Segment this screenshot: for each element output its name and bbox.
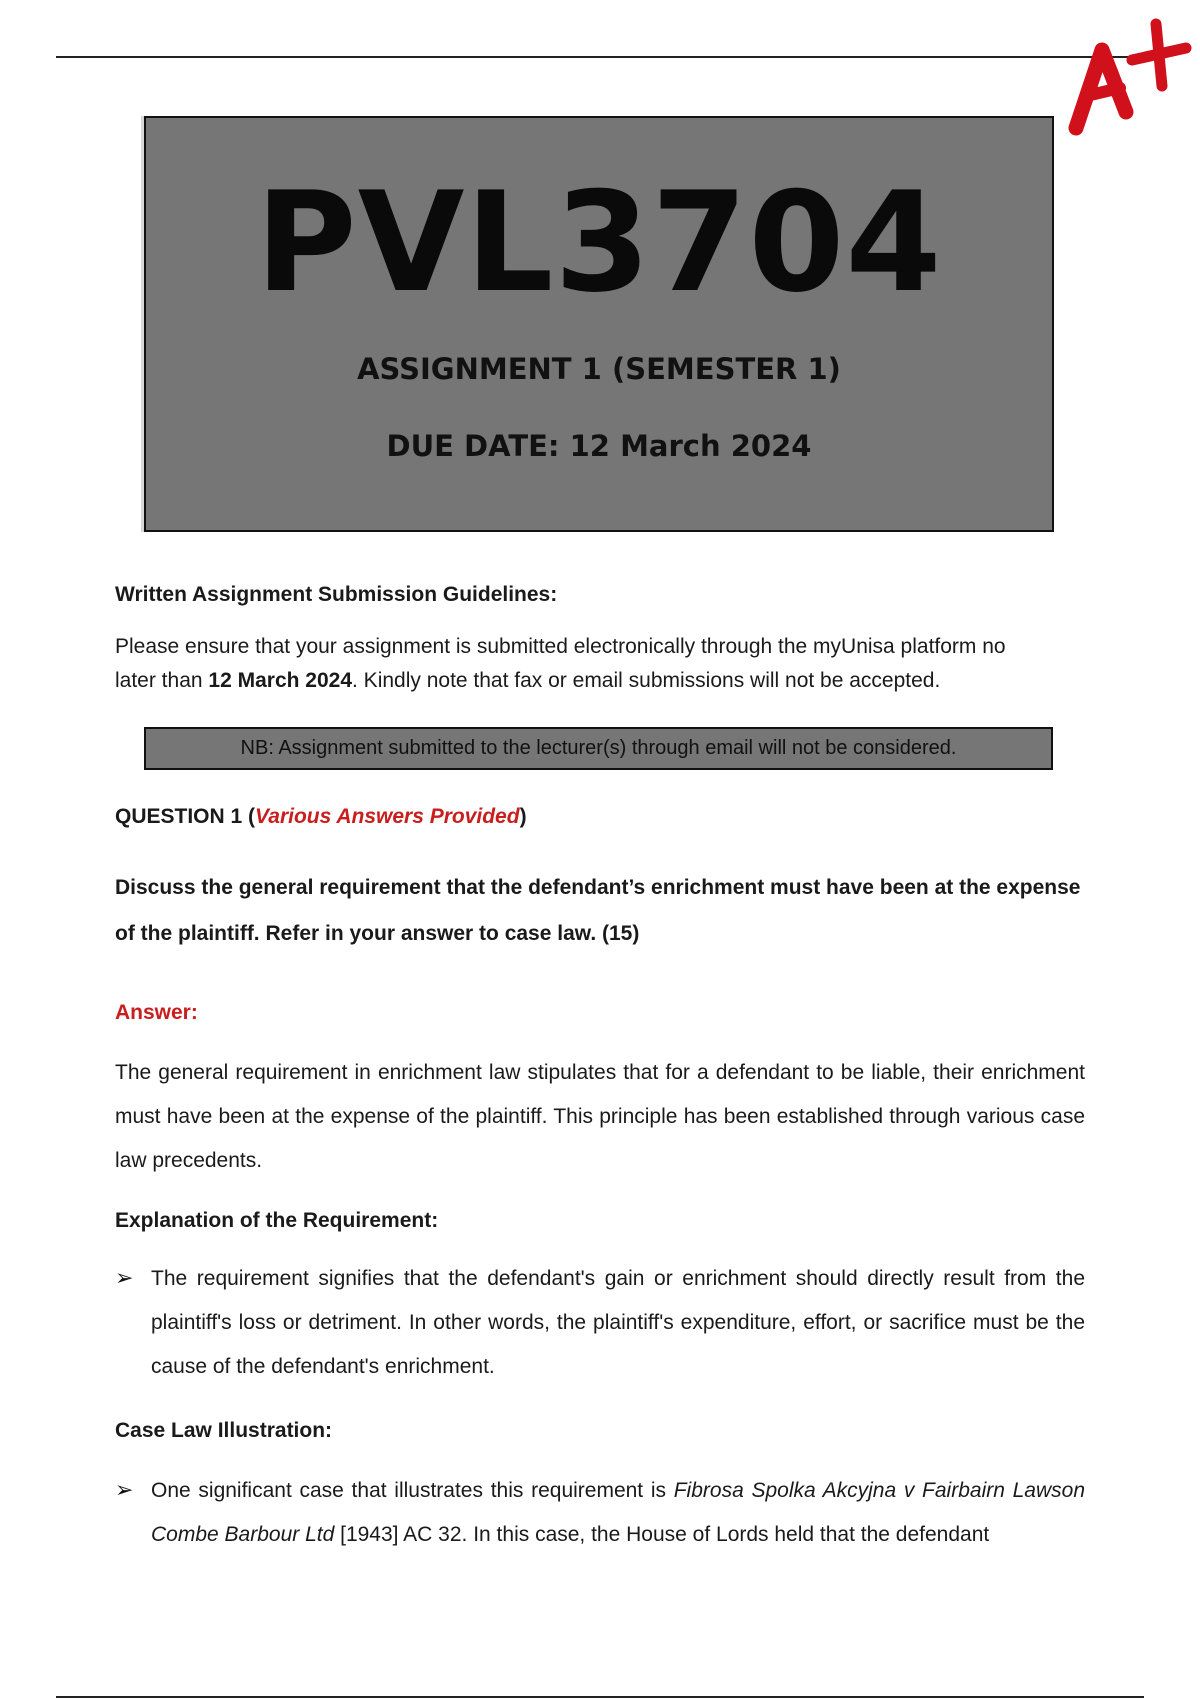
question-label: QUESTION 1 ( bbox=[115, 805, 256, 828]
grade-a-plus-mark bbox=[1062, 20, 1192, 135]
grade-stamp bbox=[1062, 20, 1192, 135]
case-law-text-end: [1943] AC 32. In this case, the House of Lords held that the defendant bbox=[334, 1523, 990, 1546]
assignment-subtitle: ASSIGNMENT 1 (SEMESTER 1) bbox=[357, 352, 841, 386]
answer-intro: The general requirement in enrichment law stipulates that for a defendant to be liable, their enrichment must have been at the expense of the plaintiff. This principle has been established through various case law precedents. bbox=[115, 1061, 1085, 1172]
bullet-arrow-icon: ➢ bbox=[115, 1478, 134, 1503]
nb-notice: NB: Assignment submitted to the lecturer(s) through email will not be considered. bbox=[144, 727, 1053, 770]
question-text bbox=[115, 865, 1085, 957]
bottom-rule bbox=[56, 1696, 1144, 1698]
cover-title-box bbox=[144, 116, 1054, 532]
guidelines-line-2 bbox=[115, 664, 1085, 698]
guidelines-line-2-end: . Kindly note that fax or email submissions will not be accepted. bbox=[352, 669, 941, 692]
case-law-text-start: One significant case that illustrates this requirement is bbox=[151, 1479, 674, 1502]
top-rule bbox=[56, 56, 1136, 58]
question-text-line-1: Discuss the general requirement that the defendant’s enrichment must have been at the expense bbox=[115, 876, 1081, 899]
guidelines-text bbox=[115, 630, 1085, 698]
question-close: ) bbox=[519, 805, 527, 828]
case-law-heading: Case Law Illustration: bbox=[115, 1419, 333, 1442]
explanation-bullet: The requirement signifies that the defendant's gain or enrichment should directly result from the plaintiff's loss or detriment. In other words, the plaintiff's expenditure, effort, or sacrifice must be the cause of the defendant's enrichment. bbox=[151, 1267, 1085, 1378]
case-name: Fibrosa Spolka Akcyjna v Fairbairn Lawson Combe Barbour Ltd bbox=[151, 1479, 1086, 1546]
bullet-arrow-icon: ➢ bbox=[115, 1266, 134, 1291]
case-law-bullet bbox=[151, 1469, 1085, 1557]
due-date-value: 12 March 2024 bbox=[569, 429, 812, 463]
answer-heading: Answer: bbox=[115, 1001, 198, 1024]
question-note: Various Answers Provided bbox=[255, 805, 520, 828]
guidelines-line-1: Please ensure that your assignment is submitted electronically through the myUnisa platform no bbox=[115, 635, 1006, 658]
guidelines-date: 12 March 2024 bbox=[208, 669, 353, 692]
question-text-line-2: of the plaintiff. Refer in your answer to case law. (15) bbox=[115, 922, 640, 945]
guidelines-line-2-start: later than bbox=[115, 669, 209, 692]
explanation-heading: Explanation of the Requirement: bbox=[115, 1209, 439, 1232]
guidelines-heading: Written Assignment Submission Guidelines: bbox=[115, 583, 558, 606]
question-heading bbox=[115, 805, 1085, 829]
due-date-line bbox=[146, 429, 1052, 463]
due-date-label: DUE DATE: bbox=[386, 429, 560, 463]
course-code: PVL3704 bbox=[255, 162, 943, 323]
